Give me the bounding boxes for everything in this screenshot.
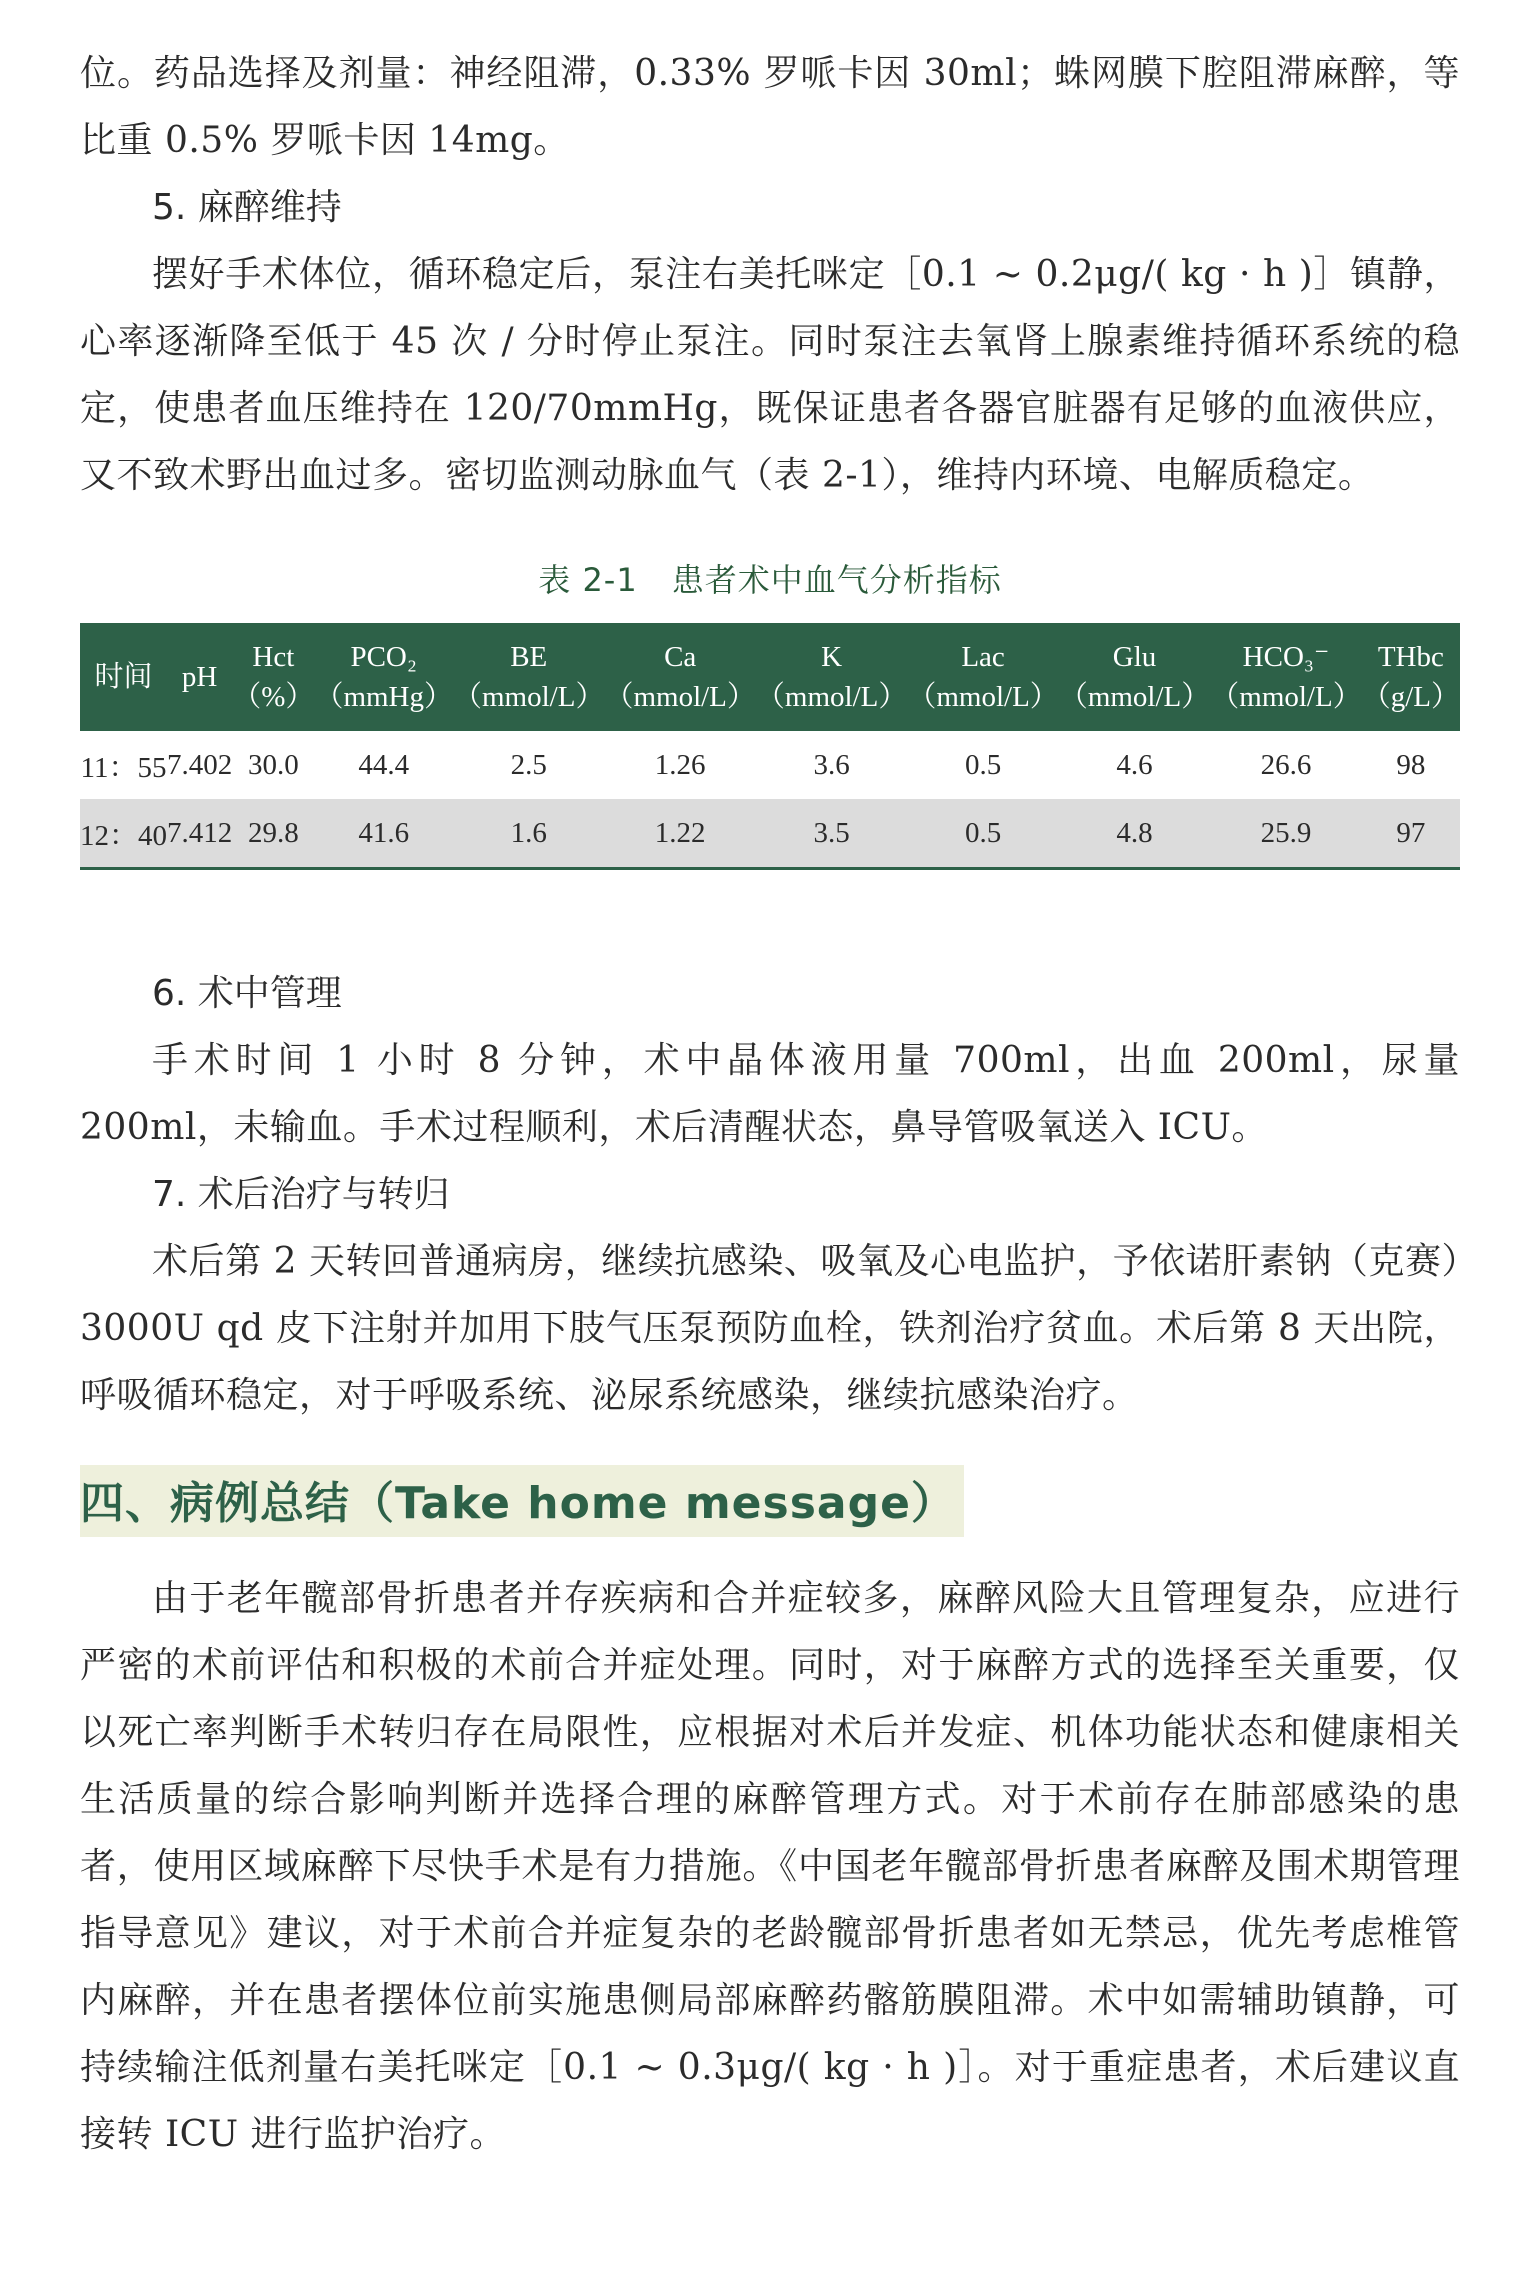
cell-ph: 7.402 [167, 748, 233, 781]
case-summary-paragraph: 由于老年髋部骨折患者并存疾病和合并症较多，麻醉风险大且管理复杂，应进行严密的术前评估和积极的术前合并症处理。同时，对于麻醉方式的选择至关重要，仅以死亡率判断手术转归存在局限性，应根据对术后并发症、机体功能状态和健康相关生活质量的综合影响判断并选择合理的麻醉管理方式。对于术前存在肺部感染的患者，使用区域麻醉下尽快手术是有力措施。《中国老年髋部骨折患者麻醉及围术期管理指导意见》建议，对于术前合并症复杂的老龄髋部骨折患者如无禁忌，优先考虑椎管内麻醉，并在患者摆体位前实施患侧局部麻醉药髂筋膜阻滞。术中如需辅助镇静，可持续输注低剂量右美托咪定［0.1 ~ 0.3μg/( kg · h )］。对于重症患者，术后建议直接转 ICU 进行监护治疗。 [80, 1578, 1460, 2155]
header-hct: Hct （%） [232, 641, 315, 713]
cell-hco3: 26.6 [1260, 748, 1312, 781]
table-row [80, 799, 1460, 869]
cell-hct: 29.8 [232, 799, 314, 869]
table-caption-title: 患者术中血气分析指标 [671, 561, 1002, 599]
cell-be: 2.5 [510, 748, 547, 781]
cell-k: 3.5 [756, 799, 907, 869]
section-heading-intraop-management: 6. 术中管理 [152, 973, 342, 1014]
section-heading-postop-treatment: 7. 术后治疗与转归 [152, 1174, 450, 1215]
table-header-row [80, 623, 1460, 731]
header-thbc: THbc （g/L） [1361, 641, 1460, 713]
header-ca: Ca （mmol/L） [604, 641, 756, 713]
header-k: K （mmol/L） [755, 641, 908, 713]
header-hco3: HCO₃⁻ （mmol/L） [1210, 641, 1362, 713]
cell-be: 1.6 [453, 799, 604, 869]
cell-ca: 1.22 [604, 799, 755, 869]
intro-paragraph: 位。药品选择及剂量：神经阻滞，0.33% 罗哌卡因 30ml；蛛网膜下腔阻滞麻醉，等比重 0.5% 罗哌卡因 14mg。 [80, 53, 1460, 161]
document-page [80, 0, 1460, 2168]
table-row [80, 731, 1460, 799]
blood-gas-table [80, 623, 1460, 870]
cell-hct: 30.0 [247, 748, 299, 781]
cell-hco3: 25.9 [1210, 799, 1361, 869]
table-caption [80, 555, 1460, 601]
cell-pco2: 44.4 [358, 748, 410, 781]
cell-lac: 0.5 [907, 799, 1058, 869]
postop-treatment-paragraph: 术后第 2 天转回普通病房，继续抗感染、吸氧及心电监护，予依诺肝素钠（克赛）3000U qd 皮下注射并加用下肢气压泵预防血栓，铁剂治疗贫血。术后第 8 天出院，呼吸循环稳定，对于呼吸系统、泌尿系统感染，继续抗感染治疗。 [80, 1241, 1460, 1416]
cell-ph: 7.412 [167, 799, 232, 869]
anesthesia-maintenance-paragraph: 摆好手术体位，循环稳定后，泵注右美托咪定［0.1 ~ 0.2μg/( kg · h )］镇静，心率逐渐降至低于 45 次 / 分时停止泵注。同时泵注去氧肾上腺素维持循环系统的稳定，使患者血压维持在 120/70mmHg，既保证患者各器官脏器有足够的血液供应，又不致术野出血过多。密切监测动脉血气（表 2-1），维持内环境、电解质稳定。 [80, 254, 1460, 496]
section-heading-anesthesia-maintenance: 5. 麻醉维持 [152, 187, 342, 228]
table-caption-number: 表 2-1 [538, 561, 638, 599]
header-lac: Lac （mmol/L） [907, 641, 1059, 713]
cell-glu: 4.6 [1116, 748, 1153, 781]
cell-glu: 4.8 [1059, 799, 1210, 869]
header-be: BE （mmol/L） [453, 641, 605, 713]
header-time: 时间 [94, 661, 153, 693]
header-glu: Glu （mmol/L） [1058, 641, 1211, 713]
case-summary-heading: 四、病例总结（Take home message） [80, 1465, 964, 1537]
cell-time: 11：55 [80, 751, 167, 784]
cell-ca: 1.26 [654, 748, 706, 781]
cell-pco2: 41.6 [314, 799, 453, 869]
header-ph: pH [181, 661, 218, 693]
cell-thbc: 97 [1362, 799, 1460, 869]
header-pco2: PCO₂ （mmHg） [314, 641, 453, 713]
cell-lac: 0.5 [964, 748, 1002, 781]
intraop-management-paragraph: 手术时间 1 小时 8 分钟，术中晶体液用量 700ml，出血 200ml，尿量 200ml，未输血。手术过程顺利，术后清醒状态，鼻导管吸氧送入 ICU。 [80, 1040, 1460, 1148]
cell-k: 3.6 [813, 748, 850, 781]
cell-thbc: 98 [1396, 748, 1426, 781]
cell-time: 12：40 [80, 799, 167, 869]
